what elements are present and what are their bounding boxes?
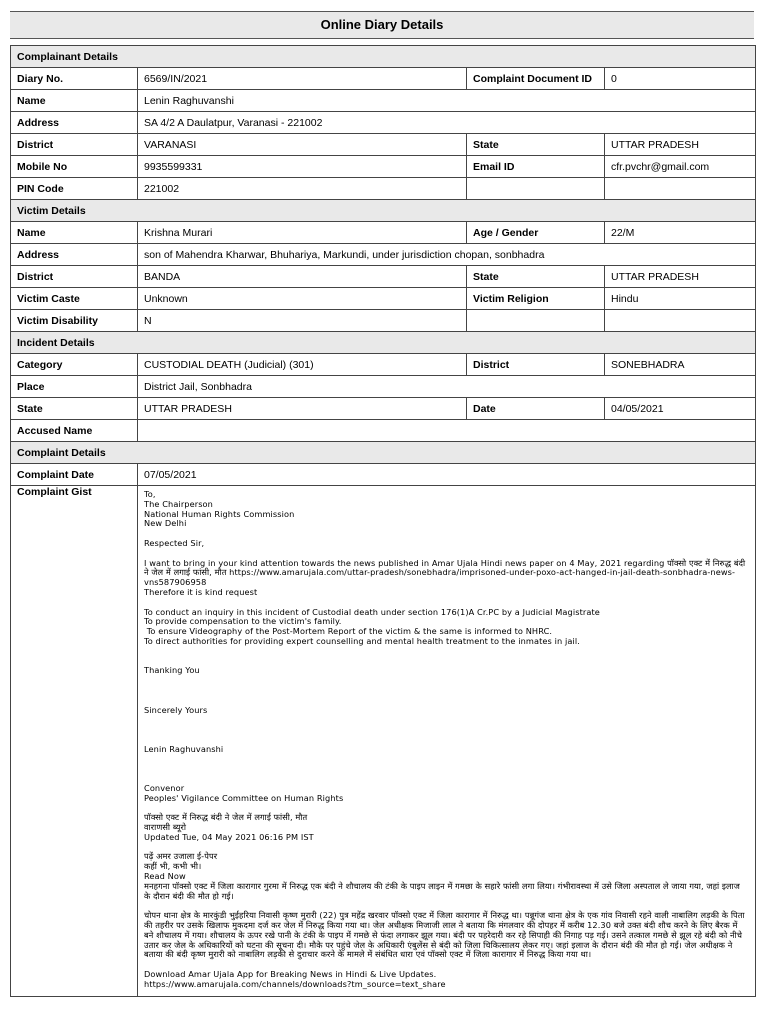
incident-district-value: SONEBHADRA: [605, 354, 756, 376]
incident-district-label: District: [467, 354, 605, 376]
place-label: Place: [11, 376, 138, 398]
page-title: Online Diary Details: [10, 11, 754, 39]
complaint-gist-text: To, The Chairperson National Human Rights Commission New Delhi Respected Sir, I want to bring in your kind attention towards the news published in Amar Ujala Hindi news paper on 4 May, 2021 regarding पॉक्सो एक्ट में निरुद्ध बंदी ने जेल में लगाई फांसी, मौत https://www.amarujala.com/uttar-pradesh/sonebhadra/imprisoned-under-poxo-act-hanged-in-jail-death-sonbhadra-news-vns587906958 Therefore it is kind request To conduct an inquiry in this incident of Custodial death under section 176(1)A Cr.PC by a Judicial Magistrate To provide compensation to the victim's family. To ensure Videography of the Post-Mortem Report of the victim & the same is informed to NHRC. To direct authorities for providing expert counselling and mental health treatment to the inmates in jail. Thanking You Sincerely Yours Lenin Raghuvanshi Convenor Peoples' Vigilance Committee on Human Rights पॉक्सो एक्ट में निरुद्ध बंदी ने जेल में लगाई फांसी, मौत वाराणसी ब्यूरो Updated Tue, 04 May 2021 06:16 PM IST पढ़ें अमर उजाला ई-पेपर कहीं भी, कभी भी। Read Now मनहगना पॉक्सो एक्ट में जिला कारागार गुरमा में निरुद्ध एक बंदी ने शौचालय की टंकी के पाइप लाइन में गमछा के सहारे फांसी लगा लिया। गंभीरावस्था में उसे जिला अस्पताल ले जाया गया, जहां इलाज के दौरान बंदी की मौत हो गई। चोपन थाना क्षेत्र के मारकुंडी भुईहरिया निवासी कृष्ण मुरारी (22) पुत्र महेंद्र खरवार पॉक्सो एक्ट में जिला कारागार में निरुद्ध था। पन्नूगंज थाना क्षेत्र के एक गांव निवासी रहने वाली नाबालिग लड़की के पिता की तहरीर पर उसके खिलाफ मुकदमा दर्ज कर जेल में निरुद्ध किया गया था। जेल अधीक्षक मिजाजी लाल ने बताया कि मंगलवार की दोपहर में करीब 12.30 बजे उक्त बंदी शौच करने के लिए बैरक में बने शौचालय में गया। शौचालय के ऊपर रखे पानी के टंकी के पाइप में गमछे से फंदा लगाकर झूल गया। बंदी पर पहरेदारी कर रहे सिपाही की निगाह पड़ गई। उसने तत्काल गमछे से झूल रहे बंदी को नीचे उतार कर जेल के अधिकारियों को घटना की सूचना दी। मौके पर पहुंचे जेल के अधिकारी एंबुलेंस से बंदी को जिला चिकित्सालय लेकर गए। जहां इलाज के दौरान बंदी की मौत हो गई। जेल अधीक्षक ने बताया की बंदी कृष्ण मुरारी को नाबालिग लड़की से दुराचार करने के मामले में संबंधित धारा एवं पॉक्सो एक्ट में जिला कारागार में निरुद्ध किया गया था। Download Amar Ujala App for Breaking News in Hindi & Live Updates. https://www.amarujala.com/channels/downloads?tm_source=text_share: [144, 489, 746, 989]
age-gender-value: 22/M: [605, 222, 756, 244]
table-row: [11, 68, 756, 90]
section-victim-heading: Victim Details: [11, 200, 756, 222]
complainant-district-value: VARANASI: [138, 134, 467, 156]
victim-state-value: UTTAR PRADESH: [605, 266, 756, 288]
complaint-gist-cell: [138, 486, 756, 997]
empty-cell: [605, 310, 756, 332]
table-row: [11, 156, 756, 178]
victim-district-value: BANDA: [138, 266, 467, 288]
empty-cell: [467, 310, 605, 332]
incident-date-label: Date: [467, 398, 605, 420]
mobile-label: Mobile No: [11, 156, 138, 178]
table-row: [11, 178, 756, 200]
complaint-date-value: 07/05/2021: [138, 464, 756, 486]
table-row: [11, 398, 756, 420]
accused-value: [138, 420, 756, 442]
victim-disability-label: Victim Disability: [11, 310, 138, 332]
complainant-district-label: District: [11, 134, 138, 156]
victim-religion-value: Hindu: [605, 288, 756, 310]
category-value: CUSTODIAL DEATH (Judicial) (301): [138, 354, 467, 376]
place-value: District Jail, Sonbhadra: [138, 376, 756, 398]
complainant-address-label: Address: [11, 112, 138, 134]
table-row: [11, 112, 756, 134]
table-row: [11, 420, 756, 442]
victim-name-value: Krishna Murari: [138, 222, 467, 244]
table-row: [11, 288, 756, 310]
section-incident-heading: Incident Details: [11, 332, 756, 354]
table-row: [11, 310, 756, 332]
diary-no-value: 6569/IN/2021: [138, 68, 467, 90]
victim-name-label: Name: [11, 222, 138, 244]
age-gender-label: Age / Gender: [467, 222, 605, 244]
accused-label: Accused Name: [11, 420, 138, 442]
mobile-value: 9935599331: [138, 156, 467, 178]
doc-id-label: Complaint Document ID: [467, 68, 605, 90]
table-row: [11, 486, 756, 997]
victim-state-label: State: [467, 266, 605, 288]
table-row: [11, 134, 756, 156]
details-table: [10, 45, 756, 997]
victim-disability-value: N: [138, 310, 467, 332]
victim-address-label: Address: [11, 244, 138, 266]
doc-id-value: 0: [605, 68, 756, 90]
victim-district-label: District: [11, 266, 138, 288]
table-row: [11, 464, 756, 486]
complainant-name-value: Lenin Raghuvanshi: [138, 90, 756, 112]
incident-state-label: State: [11, 398, 138, 420]
complaint-date-label: Complaint Date: [11, 464, 138, 486]
table-row: [11, 376, 756, 398]
complainant-state-value: UTTAR PRADESH: [605, 134, 756, 156]
email-value: cfr.pvchr@gmail.com: [605, 156, 756, 178]
victim-address-value: son of Mahendra Kharwar, Bhuhariya, Markundi, under jurisdiction chopan, sonbhadra: [138, 244, 756, 266]
category-label: Category: [11, 354, 138, 376]
table-row: [11, 244, 756, 266]
empty-cell: [605, 178, 756, 200]
complainant-state-label: State: [467, 134, 605, 156]
section-complaint-heading: Complaint Details: [11, 442, 756, 464]
table-row: [11, 90, 756, 112]
empty-cell: [467, 178, 605, 200]
email-label: Email ID: [467, 156, 605, 178]
diary-no-label: Diary No.: [11, 68, 138, 90]
complaint-gist-label: Complaint Gist: [11, 486, 138, 997]
incident-date-value: 04/05/2021: [605, 398, 756, 420]
section-complainant-heading: Complainant Details: [11, 46, 756, 68]
table-row: [11, 354, 756, 376]
incident-state-value: UTTAR PRADESH: [138, 398, 467, 420]
complainant-name-label: Name: [11, 90, 138, 112]
complainant-address-value: SA 4/2 A Daulatpur, Varanasi - 221002: [138, 112, 756, 134]
table-row: [11, 222, 756, 244]
pin-value: 221002: [138, 178, 467, 200]
table-row: [11, 266, 756, 288]
victim-religion-label: Victim Religion: [467, 288, 605, 310]
pin-label: PIN Code: [11, 178, 138, 200]
victim-caste-value: Unknown: [138, 288, 467, 310]
victim-caste-label: Victim Caste: [11, 288, 138, 310]
